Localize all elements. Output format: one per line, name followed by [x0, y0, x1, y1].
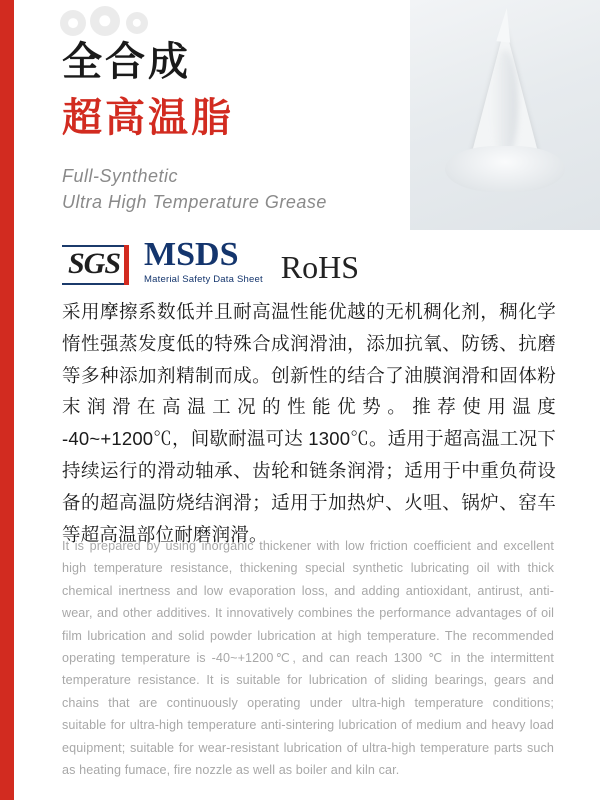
grease-cone-shading [492, 50, 518, 160]
page-subtitle-en-line1: Full-Synthetic [62, 166, 179, 186]
msds-logo-sublabel: Material Safety Data Sheet [144, 274, 263, 285]
gear-icon [60, 10, 86, 36]
msds-logo-label: MSDS [144, 236, 239, 273]
certification-logos [62, 238, 359, 285]
sgs-logo [62, 245, 126, 285]
page-title-cn-line2: 超高温脂 [62, 96, 234, 140]
page-subtitle-en-line2: Ultra High Temperature Grease [62, 192, 327, 213]
gear-icon [126, 12, 148, 34]
sgs-logo-label: SGS [68, 246, 121, 280]
page-title-cn-line1: 全合成 [62, 40, 191, 84]
page-subtitle-en [62, 163, 327, 215]
description-english: It is prepared by using inorganic thickener with low friction coefficient and excellent high temperature resistance, thickening special synthetic lubricating oil with thick chemical inertness and low evaporation loss, and adding antioxidant, antirust, anti-wear, and other additives. It innovatively combines the performance advantages of oil film lubrication and solid powder lubrication at high temperature. The recommended operating temperature is -40~+1200℃, and can reach 1300 ℃ in the intermittent temperature resistance. It is suitable for lubrication of sliding bearings, gears and chains that are continuously operating under ultra-high temperature conditions; suitable for ultra-high temperature anti-sintering lubrication of medium and heavy load equipment; suitable for wear-resistant lubrication of ultra-high temperature parts such as heating fumace, fire nozzle as well as boiler and kiln car. [62, 539, 554, 778]
grease-cone-base [445, 146, 565, 192]
sgs-logo-red-bar [124, 245, 129, 285]
description-chinese: 采用摩擦系数低并且耐高温性能优越的无机稠化剂，稠化学惰性强蒸发度低的特殊合成润滑油，添加抗氧、防锈、抗磨等多种添加剂精制而成。创新性的结合了油膜润滑和固体粉末润滑在高温工况的性能优势。推荐使用温度 -40~+1200℃，间歇耐温可达 1300℃。适用于超高温工况下持续运行的滑动轴承、齿轮和链条润滑；适用于中重负荷设备的超高温防烧结润滑；适用于加热炉、火咀、锅炉、窑车等超高温部位耐磨润滑。 [62, 301, 556, 545]
gears-decoration-icon [60, 6, 170, 42]
msds-logo [144, 238, 263, 285]
rohs-logo: RoHS [280, 248, 360, 285]
product-photo [410, 0, 600, 230]
gear-icon [90, 6, 120, 36]
left-red-rail [0, 0, 14, 800]
